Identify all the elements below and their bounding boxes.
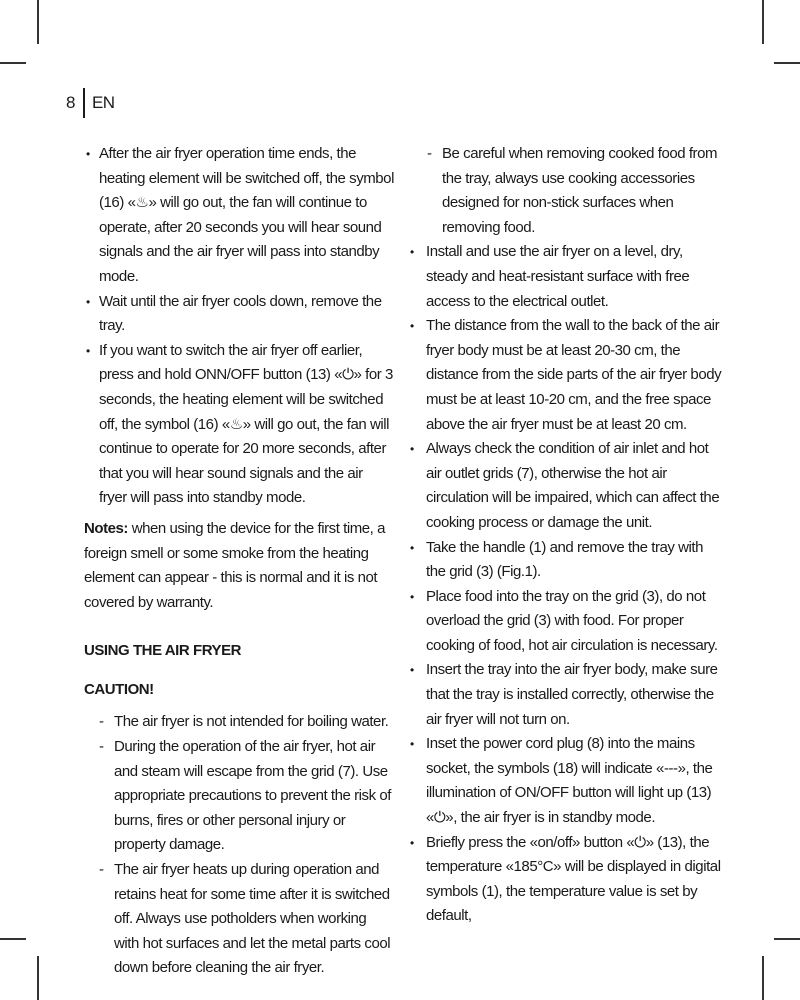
- notes-label: Notes:: [84, 519, 128, 537]
- caution-label: CAUTION!: [84, 680, 154, 698]
- crop-mark-bottom-left-h: [0, 938, 26, 940]
- header-divider: [83, 88, 85, 118]
- crop-mark-top-right: [762, 0, 764, 44]
- list-item: • After the air fryer operation time ends, the heating element will be switched off, the symbol (16) «♨» will go out, the fan will continue to operate, after 20 seconds you will hear sound signals and the air fryer will pass into standby mode.: [84, 142, 394, 290]
- page-number: 8: [66, 93, 75, 112]
- right-dash-list: [426, 142, 724, 240]
- right-bullet-list: [408, 240, 724, 929]
- left-column: [84, 142, 394, 981]
- crop-mark-bottom-right: [762, 956, 764, 1000]
- list-item: • Take the handle (1) and remove the tray with the grid (3) (Fig.1).: [408, 536, 724, 585]
- crop-mark-top-left-h: [0, 62, 26, 64]
- list-item: • Insert the tray into the air fryer body, make sure that the tray is installed correctly, otherwise the air fryer will not turn on.: [408, 658, 724, 732]
- page-header: [66, 88, 115, 118]
- list-item: • The distance from the wall to the back of the air fryer body must be at least 20-30 cm, the distance from the side parts of the air fryer body must be at least 10-20 cm, and the free space above the air fryer must be at least 20 cm.: [408, 314, 724, 437]
- list-item: • Inset the power cord plug (8) into the mains socket, the symbols (18) will indicate «---», the illumination of ON/OFF button will light up (13) «⏻», the air fryer is in standby mode.: [408, 732, 724, 830]
- list-item: - During the operation of the air fryer, hot air and steam will escape from the grid (7). Use appropriate precautions to prevent the risk of burns, fires or other personal injury or property damage.: [98, 735, 394, 858]
- section-heading: USING THE AIR FRYER: [84, 642, 242, 660]
- caution-list: [98, 710, 394, 981]
- crop-mark-bottom-left: [37, 956, 39, 1000]
- notes-paragraph: [84, 517, 394, 615]
- list-item: - Be careful when removing cooked food from the tray, always use cooking accessories designed for non-stick surfaces when removing food.: [426, 142, 724, 240]
- list-item: - The air fryer heats up during operation and retains heat for some time after it is switched off. Always use potholders when working with hot surfaces and let the metal parts cool down before cleaning the air fryer.: [98, 858, 394, 981]
- list-item: • Briefly press the «on/off» button «⏻» (13), the temperature «185°C» will be displayed in digital symbols (1), the temperature value is set by default,: [408, 831, 724, 929]
- list-item: - The air fryer is not intended for boiling water.: [98, 710, 394, 735]
- crop-mark-bottom-right-h: [774, 938, 800, 940]
- list-item: • Place food into the tray on the grid (3), do not overload the grid (3) with food. For proper cooking of food, hot air circulation is necessary.: [408, 585, 724, 659]
- list-item: • Always check the condition of air inlet and hot air outlet grids (7), otherwise the hot air circulation will be impaired, which can affect the cooking process or damage the unit.: [408, 437, 724, 535]
- left-bullet-list: [84, 142, 394, 511]
- list-item: • If you want to switch the air fryer off earlier, press and hold ONN/OFF button (13) «⏻» for 3 seconds, the heating element will be switched off, the symbol (16) «♨» will go out, the fan will continue to operate for 20 more seconds, after that you will hear sound signals and the air fryer will pass into standby mode.: [84, 339, 394, 511]
- crop-mark-top-right-h: [774, 62, 800, 64]
- language-code: EN: [91, 93, 115, 112]
- crop-mark-top-left: [37, 0, 39, 44]
- notes-text: when using the device for the first time, a foreign smell or some smoke from the heating element can appear - this is normal and it is not covered by warranty.: [84, 519, 385, 611]
- right-column: [408, 142, 724, 929]
- list-item: • Install and use the air fryer on a level, dry, steady and heat-resistant surface with free access to the electrical outlet.: [408, 240, 724, 314]
- list-item: • Wait until the air fryer cools down, remove the tray.: [84, 290, 394, 339]
